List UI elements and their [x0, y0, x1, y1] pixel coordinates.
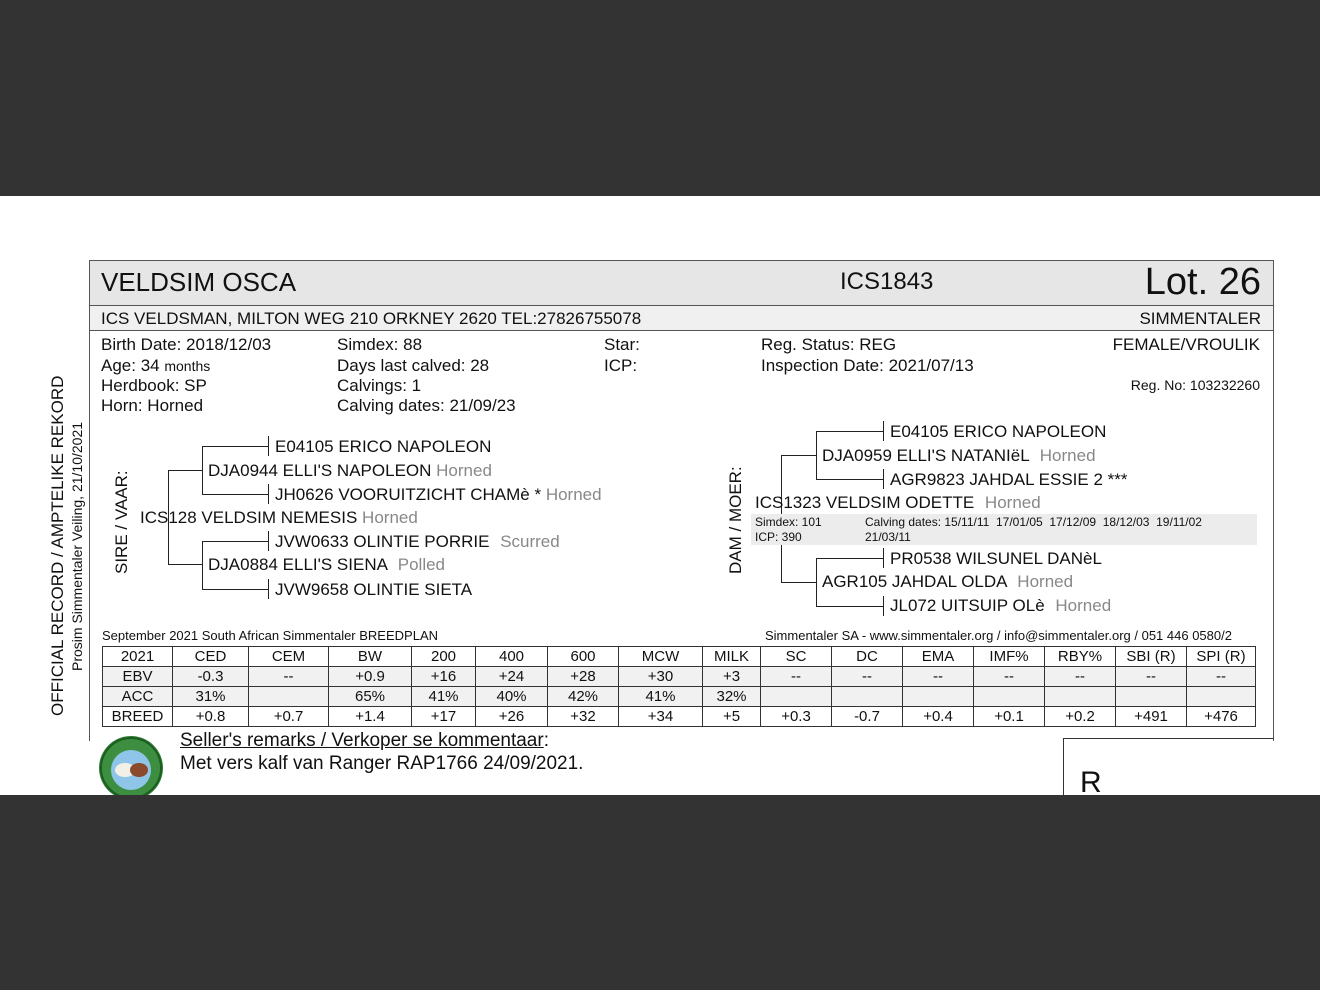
sd-entry: [208, 555, 445, 575]
ebv-header-cell: MILK: [703, 647, 761, 667]
ebv-header-cell: SPI (R): [1187, 647, 1256, 667]
ebv-cell: +0.1: [974, 707, 1045, 727]
ebv-cell: +16: [412, 667, 476, 687]
sire-entry: [140, 508, 418, 528]
sds-horn: Scurred: [500, 532, 560, 551]
remarks-heading-row: [180, 730, 549, 752]
ebv-header-cell: 2021: [103, 647, 173, 667]
ebv-cell: [761, 687, 832, 707]
ebv-cell: +0.3: [761, 707, 832, 727]
ebv-cell: [1045, 687, 1116, 707]
ebv-cell: +1.4: [329, 707, 412, 727]
owner-info: ICS VELDSMAN, MILTON WEG 210 ORKNEY 2620 TEL:27826755078: [101, 309, 642, 328]
ebv-header-cell: EMA: [903, 647, 974, 667]
remarks-text: Met vers kalf van Ranger RAP1766 24/09/2021.: [180, 753, 584, 774]
ebv-cell: +24: [476, 667, 548, 687]
breedplan-contact: Simmentaler SA - www.simmentaler.org / info@simmentaler.org / 051 446 0580/2: [765, 628, 1232, 643]
ebv-cell: 41%: [412, 687, 476, 707]
ds-name: DJA0959 ELLI'S NATANIëL: [822, 446, 1030, 465]
ebv-cell: 65%: [329, 687, 412, 707]
ebv-header-cell: BW: [329, 647, 412, 667]
birth-date: Birth Date: 2018/12/03: [101, 335, 272, 354]
ebv-table: [102, 646, 1256, 727]
ebv-header-cell: CEM: [249, 647, 329, 667]
inspection-date: Inspection Date: 2021/07/13: [761, 356, 974, 375]
sire-horn: Horned: [362, 508, 418, 527]
reg-number: Reg. No: 103232260: [1130, 377, 1260, 393]
ebv-cell: 31%: [173, 687, 249, 707]
ebv-header-row: [103, 647, 1256, 667]
ebv-cell: +32: [548, 707, 619, 727]
ebv-cell: [903, 687, 974, 707]
ebv-row: [103, 707, 1256, 727]
ebv-cell: --: [249, 667, 329, 687]
ebv-cell: +17: [412, 707, 476, 727]
calvings: Calvings: 1: [337, 376, 422, 395]
ebv-header-cell: SBI (R): [1116, 647, 1187, 667]
dsd-name: AGR9823 JAHDAL ESSIE 2 ***: [890, 470, 1128, 489]
ebv-cell: BREED: [103, 707, 173, 727]
ss-entry: [208, 461, 492, 481]
sd-name: DJA0884 ELLI'S SIENA: [208, 555, 388, 574]
icp: ICP:: [604, 356, 638, 375]
sss-name: E04105 ERICO NAPOLEON: [275, 437, 492, 456]
ddd-entry: [890, 596, 1111, 616]
ebv-header-cell: 400: [476, 647, 548, 667]
ebv-cell: --: [761, 667, 832, 687]
ebv-cell: [1116, 687, 1187, 707]
ebv-cell: +0.2: [1045, 707, 1116, 727]
dd-name: AGR105 JAHDAL OLDA: [822, 572, 1007, 591]
ebv-cell: +34: [619, 707, 703, 727]
dd-entry: [822, 572, 1073, 592]
ebv-cell: -0.3: [173, 667, 249, 687]
ebv-cell: +0.8: [173, 707, 249, 727]
sds-entry: [275, 532, 560, 552]
sire-name: ICS128 VELDSIM NEMESIS: [140, 508, 358, 527]
sale-label: Prosim Simmentaler Veiling, 21/10/2021: [69, 421, 85, 671]
ddd-name: JL072 UITSUIP OLè: [890, 596, 1045, 615]
ebv-cell: +26: [476, 707, 548, 727]
ebv-cell: [832, 687, 903, 707]
dam-name: ICS1323 VELDSIM ODETTE: [755, 493, 975, 512]
simdex: Simdex: 88: [337, 335, 423, 354]
ds-horn: Horned: [1039, 446, 1096, 465]
ebv-cell: +28: [548, 667, 619, 687]
ebv-cell: [974, 687, 1045, 707]
ebv-header-cell: RBY%: [1045, 647, 1116, 667]
ebv-cell: 42%: [548, 687, 619, 707]
ebv-cell: 40%: [476, 687, 548, 707]
ebv-cell: EBV: [103, 667, 173, 687]
ssd-name: JH0626 VOORUITZICHT CHAMè *: [275, 485, 542, 504]
ssd-horn: Horned: [545, 485, 602, 504]
ddd-horn: Horned: [1055, 596, 1112, 615]
sds-name: JVW0633 OLINTIE PORRIE: [275, 532, 490, 551]
ebv-cell: +0.4: [903, 707, 974, 727]
lot-number: Lot. 26: [1144, 261, 1261, 303]
animal-id: ICS1843: [840, 268, 934, 295]
ebv-cell: +30: [619, 667, 703, 687]
ebv-cell: ACC: [103, 687, 173, 707]
ebv-cell: +3: [703, 667, 761, 687]
age-unit: months: [164, 358, 211, 374]
dam-calving-dates-2: 21/03/11: [865, 530, 911, 544]
dss-name: E04105 ERICO NAPOLEON: [890, 422, 1107, 441]
animal-name: VELDSIM OSCA: [101, 267, 297, 297]
ebv-header-cell: CED: [173, 647, 249, 667]
ebv-cell: +5: [703, 707, 761, 727]
days-last-calved: Days last calved: 28: [337, 356, 490, 375]
ebv-cell: --: [832, 667, 903, 687]
ss-name: DJA0944 ELLI'S NAPOLEON: [208, 461, 432, 480]
herdbook: Herdbook: SP: [101, 376, 207, 395]
ss-horn: Horned: [436, 461, 492, 480]
ebv-row: [103, 687, 1256, 707]
sex: FEMALE/VROULIK: [1112, 335, 1260, 354]
ebv-row: [103, 667, 1256, 687]
dam-entry: [755, 493, 1041, 513]
age: [101, 356, 210, 376]
remarks-colon: :: [543, 730, 549, 751]
ebv-cell: --: [974, 667, 1045, 687]
record-sheet: [0, 196, 1320, 795]
ebv-header-cell: DC: [832, 647, 903, 667]
ds-entry: [822, 446, 1096, 466]
ebv-header-cell: 600: [548, 647, 619, 667]
logo: [99, 736, 163, 795]
remarks-heading: Seller's remarks / Verkoper se kommentaar: [180, 730, 544, 751]
age-value: Age: 34: [101, 356, 160, 375]
official-record-label: OFFICIAL RECORD / AMPTELIKE REKORD: [48, 375, 67, 716]
dam-simdex: Simdex: 101: [755, 515, 822, 529]
dd-horn: Horned: [1017, 572, 1074, 591]
breed-label: SIMMENTALER: [1139, 309, 1261, 328]
star: Star:: [604, 335, 640, 354]
ebv-header-cell: MCW: [619, 647, 703, 667]
ebv-cell: [1187, 687, 1256, 707]
ebv-cell: +0.7: [249, 707, 329, 727]
ebv-header-cell: IMF%: [974, 647, 1045, 667]
dam-horn: Horned: [984, 493, 1041, 512]
ebv-cell: 41%: [619, 687, 703, 707]
ebv-cell: --: [1116, 667, 1187, 687]
dam-icp: ICP: 390: [755, 530, 802, 544]
ebv-cell: 32%: [703, 687, 761, 707]
dds-name: PR0538 WILSUNEL DANèL: [890, 549, 1102, 568]
title-bar: [90, 261, 1273, 306]
ebv-cell: --: [903, 667, 974, 687]
breedplan-title: September 2021 South African Simmentaler BREEDPLAN: [102, 628, 439, 643]
ssd-entry: [275, 485, 602, 505]
ebv-cell: --: [1045, 667, 1116, 687]
dam-calving-dates: Calving dates: 15/11/11 17/01/05 17/12/09 18/12/03 19/11/02: [865, 515, 1202, 529]
sdd-name: JVW9658 OLINTIE SIETA: [275, 580, 473, 599]
ebv-cell: +476: [1187, 707, 1256, 727]
ebv-cell: +491: [1116, 707, 1187, 727]
ebv-cell: -0.7: [832, 707, 903, 727]
owner-bar: [90, 306, 1273, 331]
reg-status: Reg. Status: REG: [761, 335, 897, 354]
horn-status: Horn: Horned: [101, 396, 204, 415]
calving-dates: Calving dates: 21/09/23: [337, 396, 516, 415]
ebv-header-cell: SC: [761, 647, 832, 667]
ebv-cell: +0.9: [329, 667, 412, 687]
ebv-cell: --: [1187, 667, 1256, 687]
ebv-header-cell: 200: [412, 647, 476, 667]
sd-horn: Polled: [397, 555, 446, 574]
sire-label: SIRE / VAAR:: [112, 470, 131, 574]
buyer-box-letter: R: [1080, 766, 1102, 795]
ebv-cell: [249, 687, 329, 707]
dam-label: DAM / MOER:: [726, 466, 745, 574]
